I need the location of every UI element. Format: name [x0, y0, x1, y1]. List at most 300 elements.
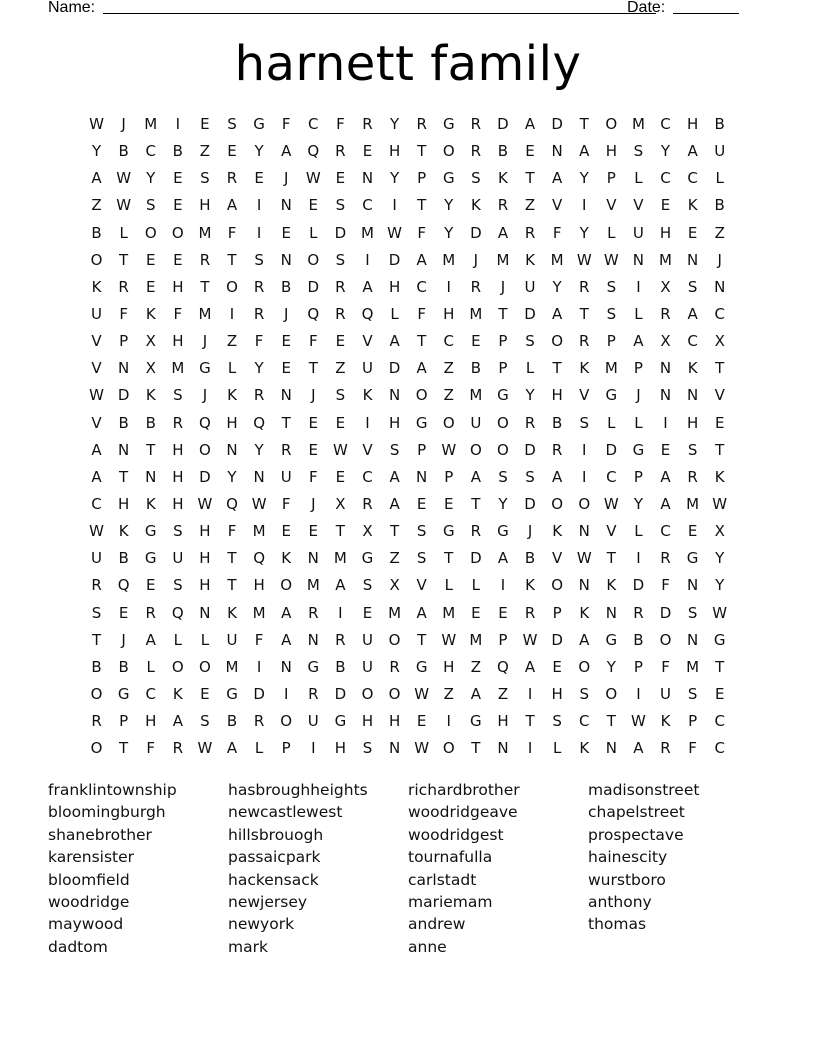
grid-cell: J	[202, 386, 208, 405]
grid-cell: K	[470, 196, 481, 215]
grid-cell: D	[253, 684, 265, 703]
grid-cell: A	[91, 440, 102, 459]
grid-cell: P	[606, 169, 616, 188]
grid-cell: Z	[389, 549, 400, 568]
grid-cell: O	[442, 413, 455, 432]
grid-cell: E	[444, 494, 454, 513]
grid-cell: A	[497, 549, 509, 568]
grid-cell: O	[551, 576, 564, 595]
grid-cell: F	[308, 332, 318, 351]
grid-cell: E	[308, 440, 319, 459]
grid-cell: S	[606, 277, 617, 296]
grid-cell: Y	[444, 223, 454, 242]
grid-cell: R	[199, 250, 211, 269]
grid-cell: W	[387, 223, 402, 242]
grid-cell: H	[388, 142, 401, 161]
word-list-column	[588, 779, 768, 958]
grid-cell: O	[280, 712, 293, 731]
grid-cell: A	[552, 467, 563, 486]
grid-cell: E	[714, 413, 725, 432]
grid-cell: I	[446, 712, 451, 731]
grid-cell: Q	[171, 603, 184, 622]
grid-cell: O	[469, 440, 482, 459]
grid-cell: Y	[254, 359, 264, 378]
grid-cell: V	[552, 549, 563, 568]
grid-cell: O	[388, 630, 401, 649]
grid-cell: O	[659, 630, 672, 649]
grid-cell: H	[145, 712, 157, 731]
grid-cell: K	[91, 277, 102, 296]
grid-cell: Z	[226, 332, 238, 351]
grid-cell: R	[145, 603, 156, 622]
grid-cell: A	[172, 712, 183, 731]
grid-cell: O	[90, 250, 103, 269]
word-list-item: mariemam	[408, 893, 493, 912]
grid-cell: Y	[633, 494, 643, 513]
grid-cell: R	[226, 169, 238, 188]
grid-cell: E	[145, 277, 156, 296]
grid-cell: U	[91, 549, 103, 568]
grid-cell: H	[199, 576, 211, 595]
grid-cell: O	[361, 684, 374, 703]
grid-cell: A	[633, 332, 644, 351]
grid-cell: W	[603, 250, 619, 269]
grid-cell: E	[173, 169, 183, 188]
grid-cell: O	[280, 576, 293, 595]
grid-cell: X	[145, 332, 156, 351]
grid-cell: K	[525, 576, 535, 595]
grid-cell: U	[660, 684, 671, 703]
grid-cell: K	[227, 386, 237, 405]
grid-cell: S	[525, 467, 535, 486]
grid-cell: P	[119, 712, 129, 731]
grid-cell: Z	[335, 359, 346, 378]
grid-cell: O	[442, 739, 455, 758]
grid-cell: O	[199, 440, 211, 459]
grid-cell: A	[470, 467, 481, 486]
grid-cell: E	[525, 142, 535, 161]
grid-cell: R	[524, 223, 536, 242]
grid-cell: K	[525, 250, 535, 269]
grid-cell: O	[90, 684, 103, 703]
grid-cell: O	[497, 413, 509, 432]
grid-cell: M	[252, 603, 266, 622]
grid-cell: A	[416, 603, 427, 622]
grid-cell: O	[605, 115, 618, 133]
grid-cell: B	[524, 549, 536, 568]
grid-cell: T	[579, 115, 589, 133]
word-list-item: hainescity	[588, 848, 668, 867]
grid-cell: U	[226, 630, 238, 649]
grid-cell: S	[362, 739, 373, 758]
grid-cell: S	[389, 440, 400, 459]
grid-cell: B	[714, 115, 725, 133]
grid-cell: H	[388, 277, 401, 296]
grid-cell: L	[607, 223, 616, 242]
grid-cell: H	[226, 413, 238, 432]
grid-cell: G	[686, 549, 699, 568]
word-list-item: woodridge	[48, 893, 130, 912]
word-list-item: dadtom	[48, 937, 108, 956]
grid-cell: N	[605, 603, 617, 622]
grid-cell: L	[173, 630, 182, 649]
grid-cell: L	[634, 304, 643, 323]
grid-cell: I	[582, 196, 587, 215]
grid-cell: Y	[146, 169, 156, 188]
grid-cell: C	[660, 169, 671, 188]
word-list-item: chapelstreet	[588, 803, 685, 822]
grid-cell: N	[280, 250, 292, 269]
grid-cell: B	[470, 359, 481, 378]
grid-cell: P	[633, 467, 643, 486]
grid-cell: O	[171, 657, 184, 676]
grid-cell: S	[687, 684, 698, 703]
grid-cell: Q	[117, 576, 130, 595]
grid-cell: W	[116, 169, 132, 188]
grid-cell: Y	[552, 277, 562, 296]
grid-cell: M	[306, 576, 320, 595]
grid-cell: E	[308, 413, 319, 432]
grid-cell: R	[633, 603, 644, 622]
grid-cell: E	[335, 332, 346, 351]
grid-cell: A	[226, 739, 238, 758]
grid-cell: I	[582, 467, 587, 486]
grid-cell: C	[362, 196, 373, 215]
grid-cell: E	[471, 332, 481, 351]
grid-cell: M	[496, 250, 510, 269]
grid-cell: J	[473, 250, 479, 269]
grid-cell: F	[281, 115, 291, 133]
grid-cell: N	[686, 630, 699, 649]
grid-cell: P	[498, 630, 508, 649]
word-list-item: passaicpark	[228, 848, 321, 867]
grid-cell: E	[281, 223, 291, 242]
grid-cell: J	[121, 630, 126, 649]
grid-cell: O	[415, 386, 428, 405]
grid-cell: X	[660, 277, 671, 296]
grid-cell: P	[417, 169, 427, 188]
grid-cell: N	[686, 576, 699, 595]
grid-cell: K	[145, 386, 156, 405]
grid-cell: G	[442, 115, 455, 133]
grid-cell: Z	[91, 196, 102, 215]
grid-cell: H	[443, 304, 455, 323]
grid-cell: T	[606, 712, 616, 731]
grid-cell: F	[227, 223, 237, 242]
grid-cell: R	[362, 494, 373, 513]
grid-cell: M	[659, 250, 672, 269]
grid-cell: Q	[253, 413, 266, 432]
grid-cell: R	[470, 522, 482, 541]
grid-cell: W	[197, 739, 213, 758]
grid-cell: P	[498, 332, 508, 351]
grid-cell: S	[687, 603, 698, 622]
grid-cell: I	[636, 684, 641, 703]
grid-cell: D	[388, 250, 401, 269]
grid-cell: Z	[443, 359, 454, 378]
word-list-item: newyork	[228, 915, 295, 934]
grid-cell: R	[253, 712, 265, 731]
grid-cell: Z	[443, 684, 454, 703]
grid-cell: T	[417, 142, 427, 161]
grid-cell: N	[280, 386, 292, 405]
grid-cell: E	[362, 142, 373, 161]
grid-cell: Z	[470, 657, 481, 676]
grid-cell: O	[578, 494, 591, 513]
grid-cell: E	[200, 684, 210, 703]
grid-cell: M	[225, 657, 239, 676]
grid-cell: R	[660, 304, 671, 323]
grid-cell: H	[686, 115, 699, 133]
grid-cell: N	[361, 169, 374, 188]
grid-cell: M	[388, 603, 402, 622]
grid-cell: F	[281, 494, 291, 513]
grid-cell: T	[417, 630, 427, 649]
grid-cell: N	[199, 603, 211, 622]
grid-cell: I	[636, 549, 641, 568]
grid-cell: W	[414, 684, 430, 703]
grid-cell: V	[552, 196, 563, 215]
grid-cell: E	[660, 196, 671, 215]
grid-cell: E	[173, 250, 183, 269]
grid-cell: P	[688, 712, 698, 731]
grid-cell: S	[173, 386, 183, 405]
grid-cell: I	[392, 196, 397, 215]
grid-cell: R	[172, 413, 184, 432]
grid-cell: B	[118, 657, 129, 676]
grid-cell: I	[446, 277, 451, 296]
grid-cell: Y	[254, 440, 264, 459]
grid-cell: S	[335, 196, 346, 215]
grid-cell: G	[253, 115, 265, 133]
grid-cell: T	[227, 549, 237, 568]
grid-cell: N	[578, 522, 590, 541]
grid-cell: Y	[498, 494, 508, 513]
grid-cell: V	[714, 386, 725, 405]
grid-cell: G	[497, 386, 509, 405]
word-list-item: anthony	[588, 893, 652, 912]
grid-cell: A	[687, 304, 698, 323]
grid-cell: R	[118, 277, 129, 296]
grid-cell: G	[713, 630, 726, 649]
grid-cell: E	[145, 576, 156, 595]
grid-cell: K	[660, 712, 671, 731]
grid-cell: M	[604, 359, 618, 378]
grid-cell: B	[91, 657, 102, 676]
grid-cell: T	[498, 304, 508, 323]
grid-cell: Z	[443, 386, 454, 405]
grid-cell: G	[605, 630, 618, 649]
grid-cell: K	[281, 549, 292, 568]
grid-cell: B	[633, 630, 644, 649]
grid-cell: W	[603, 494, 619, 513]
grid-cell: N	[118, 359, 130, 378]
grid-cell: I	[338, 603, 343, 622]
word-list-item: maywood	[48, 915, 124, 934]
grid-cell: O	[171, 223, 184, 242]
word-list-item: karensister	[48, 848, 135, 867]
grid-cell: T	[308, 359, 318, 378]
word-list-item: wurstboro	[588, 870, 666, 889]
grid-cell: M	[469, 630, 483, 649]
grid-cell: C	[660, 522, 671, 541]
grid-cell: H	[388, 712, 401, 731]
grid-cell: M	[198, 304, 212, 323]
grid-cell: G	[632, 440, 645, 459]
grid-cell: T	[471, 494, 481, 513]
grid-cell: M	[631, 115, 645, 133]
grid-cell: B	[172, 142, 183, 161]
word-list-item: tournafulla	[408, 848, 493, 867]
grid-cell: A	[389, 332, 400, 351]
grid-cell: L	[444, 576, 453, 595]
word-list-item: andrew	[408, 915, 466, 934]
grid-cell: B	[226, 712, 238, 731]
grid-cell: M	[686, 494, 700, 513]
grid-cell: F	[173, 304, 183, 323]
grid-cell: Q	[497, 657, 509, 676]
grid-cell: S	[687, 440, 698, 459]
grid-cell: W	[116, 196, 132, 215]
grid-cell: T	[91, 630, 102, 649]
grid-cell: R	[362, 115, 373, 133]
grid-cell: R	[335, 630, 346, 649]
grid-cell: H	[334, 739, 347, 758]
grid-cell: E	[200, 115, 210, 133]
grid-cell: I	[365, 250, 370, 269]
grid-cell: G	[442, 522, 455, 541]
grid-cell: Z	[714, 223, 725, 242]
grid-cell: R	[253, 304, 265, 323]
grid-cell: D	[334, 223, 347, 242]
grid-cell: N	[686, 386, 699, 405]
grid-cell: T	[525, 169, 535, 188]
grid-cell: H	[172, 494, 184, 513]
grid-cell: J	[500, 277, 506, 296]
grid-cell: R	[524, 413, 536, 432]
grid-cell: V	[362, 440, 373, 459]
grid-cell: I	[175, 115, 181, 133]
grid-cell: I	[663, 413, 668, 432]
grid-cell: C	[578, 712, 590, 731]
grid-cell: G	[117, 684, 130, 703]
grid-cell: Y	[715, 576, 725, 595]
grid-cell: A	[416, 250, 427, 269]
word-list-column	[48, 779, 228, 958]
grid-cell: I	[256, 223, 262, 242]
grid-cell: U	[361, 630, 373, 649]
grid-cell: E	[308, 196, 319, 215]
grid-cell: X	[660, 332, 671, 351]
grid-cell: W	[712, 603, 728, 622]
grid-cell: D	[632, 576, 645, 595]
grid-cell: K	[362, 386, 373, 405]
grid-cell: J	[717, 250, 722, 269]
grid-cell: R	[497, 196, 509, 215]
grid-cell: F	[146, 739, 156, 758]
grid-cell: G	[144, 522, 157, 541]
grid-cell: J	[311, 494, 316, 513]
grid-cell: E	[498, 603, 508, 622]
grid-cell: N	[280, 196, 292, 215]
grid-cell: I	[365, 413, 370, 432]
grid-cell: A	[281, 603, 292, 622]
grid-cell: E	[687, 223, 698, 242]
grid-cell: H	[388, 413, 401, 432]
word-list-item: hasbroughheights	[228, 781, 368, 799]
grid-cell: Z	[497, 684, 509, 703]
grid-cell: T	[715, 440, 725, 459]
grid-cell: T	[335, 522, 345, 541]
grid-cell: D	[199, 467, 211, 486]
grid-cell: P	[498, 359, 508, 378]
grid-cell: R	[335, 142, 346, 161]
grid-cell: E	[687, 522, 698, 541]
grid-cell: S	[579, 684, 589, 703]
grid-cell: I	[527, 684, 533, 703]
grid-cell: C	[362, 467, 373, 486]
grid-cell: I	[229, 304, 235, 323]
grid-cell: M	[442, 250, 456, 269]
grid-cell: U	[524, 277, 536, 296]
grid-cell: R	[660, 549, 671, 568]
grid-cell: T	[227, 250, 237, 269]
grid-cell: L	[525, 359, 535, 378]
grid-cell: J	[636, 386, 641, 405]
grid-cell: K	[172, 684, 183, 703]
grid-cell: X	[714, 522, 725, 541]
grid-cell: X	[362, 522, 373, 541]
grid-cell: D	[388, 359, 401, 378]
grid-cell: E	[471, 603, 481, 622]
word-list-item: newcastlewest	[228, 803, 343, 822]
grid-cell: G	[307, 657, 320, 676]
grid-cell: T	[715, 359, 725, 378]
grid-cell: H	[686, 413, 699, 432]
grid-cell: G	[442, 169, 455, 188]
grid-cell: D	[307, 277, 320, 296]
grid-cell: R	[308, 603, 319, 622]
grid-cell: M	[252, 522, 266, 541]
grid-cell: B	[118, 549, 129, 568]
grid-cell: T	[552, 359, 562, 378]
grid-cell: N	[118, 440, 130, 459]
grid-cell: L	[607, 413, 616, 432]
grid-cell: E	[416, 712, 427, 731]
grid-cell: R	[470, 142, 482, 161]
grid-cell: S	[254, 250, 264, 269]
grid-cell: T	[281, 413, 291, 432]
grid-cell: H	[659, 223, 672, 242]
grid-cell: H	[605, 142, 617, 161]
grid-cell: G	[361, 549, 374, 568]
grid-cell: A	[660, 467, 671, 486]
grid-cell: T	[417, 332, 427, 351]
grid-cell: D	[117, 386, 130, 405]
grid-cell: A	[660, 494, 671, 513]
word-list-column	[408, 779, 588, 958]
grid-cell: F	[254, 332, 264, 351]
grid-cell: W	[576, 549, 592, 568]
grid-cell: W	[522, 630, 538, 649]
grid-cell: C	[714, 304, 725, 323]
grid-cell: L	[227, 359, 237, 378]
grid-cell: M	[442, 603, 456, 622]
grid-cell: S	[335, 386, 346, 405]
grid-cell: G	[334, 712, 347, 731]
grid-cell: W	[89, 522, 104, 541]
word-list-item: mark	[228, 937, 268, 956]
